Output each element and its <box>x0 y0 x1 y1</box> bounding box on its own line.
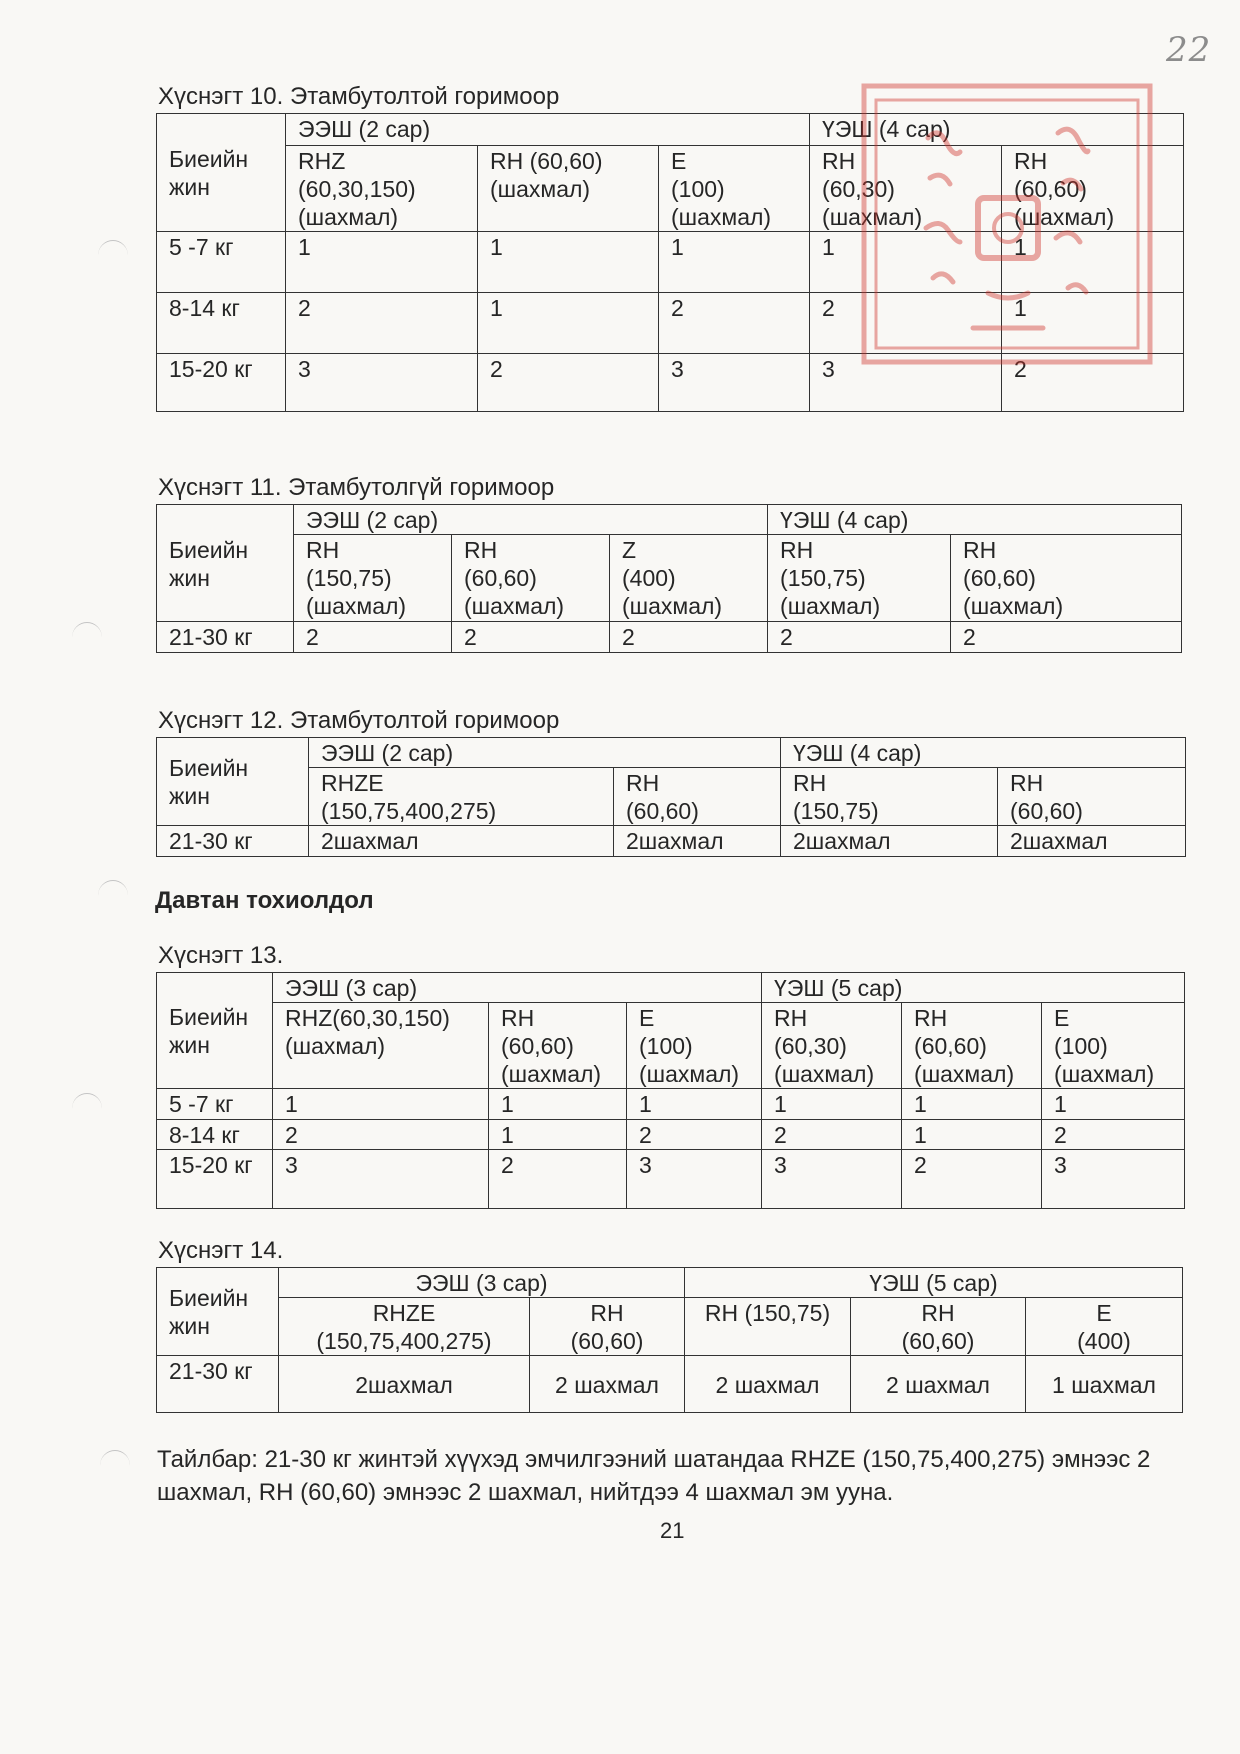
table12 <box>156 737 1186 857</box>
drug-header: E (100) (шахмал) <box>1042 1003 1185 1089</box>
phase-continuation-header: ҮЭШ (4 сар) <box>768 505 1182 535</box>
dose-cell: 3 <box>1042 1150 1185 1209</box>
punch-hole-mark <box>100 1450 130 1481</box>
phase-continuation-header: ҮЭШ (4 сар) <box>781 738 1186 768</box>
phase-intensive-header: ЭЭШ (2 сар) <box>294 505 768 535</box>
weight-cell: 8-14 кг <box>157 293 286 354</box>
weight-cell: 21-30 кг <box>157 1356 279 1413</box>
dose-cell: 2 <box>610 622 768 653</box>
weight-cell: 21-30 кг <box>157 826 309 857</box>
table14-caption: Хүснэгт 14. <box>158 1237 284 1264</box>
dose-cell: 1 <box>286 232 478 293</box>
dose-cell: 2 <box>951 622 1182 653</box>
dose-cell: 1 шахмал <box>1026 1356 1183 1413</box>
dose-cell: 2 <box>452 622 610 653</box>
dose-cell: 2 <box>286 293 478 354</box>
dose-cell: 2шахмал <box>998 826 1186 857</box>
table11 <box>156 504 1182 653</box>
dose-cell: 1 <box>659 232 810 293</box>
dose-cell: 2 шахмал <box>685 1356 851 1413</box>
dose-cell: 3 <box>273 1150 489 1209</box>
dose-cell: 3 <box>627 1150 762 1209</box>
drug-header: E (400) <box>1026 1298 1183 1356</box>
table10 <box>156 113 1184 412</box>
dose-cell: 3 <box>810 354 1002 412</box>
drug-header: E (100) (шахмал) <box>659 146 810 232</box>
weight-header: Биеийн жин <box>157 505 294 622</box>
dose-cell: 1 <box>902 1089 1042 1120</box>
dose-cell: 2 <box>627 1120 762 1150</box>
weight-cell: 5 -7 кг <box>157 1089 273 1120</box>
dose-cell: 1 <box>762 1089 902 1120</box>
drug-header: RH (60,30) (шахмал) <box>762 1003 902 1089</box>
weight-cell: 15-20 кг <box>157 354 286 412</box>
drug-header: RH (60,60) <box>614 768 781 826</box>
dose-cell: 2 <box>294 622 452 653</box>
dose-cell: 1 <box>902 1120 1042 1150</box>
page-number: 21 <box>660 1518 685 1543</box>
drug-header: Z (400) (шахмал) <box>610 535 768 622</box>
dose-cell: 2 шахмал <box>530 1356 685 1413</box>
table10-caption: Хүснэгт 10. Этамбутолтой горимоор <box>158 83 560 110</box>
handwritten-page-mark: 22 <box>1166 30 1212 70</box>
drug-header: RH (60,60) <box>998 768 1186 826</box>
punch-hole-mark <box>72 622 102 653</box>
dose-cell: 1 <box>810 232 1002 293</box>
weight-header: Биеийн жин <box>157 1268 279 1356</box>
dose-cell: 1 <box>478 293 659 354</box>
phase-continuation-header: ҮЭШ (4 сар) <box>810 114 1184 146</box>
dose-cell: 2 <box>1042 1120 1185 1150</box>
dose-cell: 2 <box>659 293 810 354</box>
weight-header: Биеийн жин <box>157 738 309 826</box>
punch-hole-mark <box>98 880 128 911</box>
drug-header: RHZ(60,30,150) (шахмал) <box>273 1003 489 1089</box>
drug-header: RHZE (150,75,400,275) <box>309 768 614 826</box>
drug-header: RH (150,75) (шахмал) <box>768 535 951 622</box>
dose-cell: 2шахмал <box>614 826 781 857</box>
drug-header: RH (150,75) <box>685 1298 851 1356</box>
table12-caption: Хүснэгт 12. Этамбутолтой горимоор <box>158 707 560 734</box>
drug-header: RHZ (60,30,150) (шахмал) <box>286 146 478 232</box>
drug-header: RH (60,60) (шахмал) <box>489 1003 627 1089</box>
weight-cell: 21-30 кг <box>157 622 294 653</box>
weight-header: Биеийн жин <box>157 114 286 232</box>
drug-header: RHZE (150,75,400,275) <box>279 1298 530 1356</box>
dose-cell: 3 <box>286 354 478 412</box>
drug-header: RH (150,75) (шахмал) <box>294 535 452 622</box>
dose-cell: 2шахмал <box>309 826 614 857</box>
punch-hole-mark <box>98 240 128 271</box>
drug-header: RH (60,60) (шахмал) <box>452 535 610 622</box>
weight-header: Биеийн жин <box>157 973 273 1089</box>
dose-cell: 2 <box>273 1120 489 1150</box>
table13 <box>156 972 1185 1209</box>
drug-header: RH (150,75) <box>781 768 998 826</box>
dose-cell: 1 <box>489 1089 627 1120</box>
phase-continuation-header: ҮЭШ (5 сар) <box>685 1268 1183 1298</box>
phase-intensive-header: ЭЭШ (2 сар) <box>309 738 781 768</box>
dose-cell: 2шахмал <box>279 1356 530 1413</box>
dose-cell: 1 <box>478 232 659 293</box>
drug-header: RH (60,60) <box>530 1298 685 1356</box>
table11-caption: Хүснэгт 11. Этамбутолгүй горимоор <box>158 474 555 501</box>
dose-cell: 2 <box>768 622 951 653</box>
weight-cell: 15-20 кг <box>157 1150 273 1209</box>
dose-cell: 2 <box>810 293 1002 354</box>
phase-continuation-header: ҮЭШ (5 сар) <box>762 973 1185 1003</box>
dose-cell: 1 <box>1002 232 1184 293</box>
table14 <box>156 1267 1183 1413</box>
dose-cell: 1 <box>1002 293 1184 354</box>
dose-cell: 2 <box>1002 354 1184 412</box>
dose-cell: 3 <box>762 1150 902 1209</box>
drug-header: RH (60,60) (шахмал) <box>1002 146 1184 232</box>
drug-header: RH (60,60) (шахмал) <box>951 535 1182 622</box>
phase-intensive-header: ЭЭШ (3 сар) <box>279 1268 685 1298</box>
dose-cell: 1 <box>273 1089 489 1120</box>
dose-cell: 1 <box>489 1120 627 1150</box>
phase-intensive-header: ЭЭШ (3 сар) <box>273 973 762 1003</box>
drug-header: RH (60,30) (шахмал) <box>810 146 1002 232</box>
punch-hole-mark <box>72 1093 102 1124</box>
weight-cell: 8-14 кг <box>157 1120 273 1150</box>
footnote: Тайлбар: 21-30 кг жинтэй хүүхэд эмчилгээний шатандаа RHZE (150,75,400,275) эмнээс 2 шахмал, RH (60,60) эмнээс 2 шахмал, нийтдээ 4 шахмал эм ууна. <box>157 1446 1151 1506</box>
drug-header: RH (60,60) <box>851 1298 1026 1356</box>
dose-cell: 2 <box>478 354 659 412</box>
table13-caption: Хүснэгт 13. <box>158 942 284 969</box>
dose-cell: 2 <box>762 1120 902 1150</box>
weight-cell: 5 -7 кг <box>157 232 286 293</box>
drug-header: RH (60,60) (шахмал) <box>902 1003 1042 1089</box>
dose-cell: 1 <box>1042 1089 1185 1120</box>
dose-cell: 2 <box>902 1150 1042 1209</box>
dose-cell: 1 <box>627 1089 762 1120</box>
dose-cell: 2 <box>489 1150 627 1209</box>
dose-cell: 3 <box>659 354 810 412</box>
drug-header: RH (60,60) (шахмал) <box>478 146 659 232</box>
drug-header: E (100) (шахмал) <box>627 1003 762 1089</box>
dose-cell: 2 шахмал <box>851 1356 1026 1413</box>
section-heading: Давтан тохиолдол <box>155 887 374 914</box>
phase-intensive-header: ЭЭШ (2 сар) <box>286 114 810 146</box>
dose-cell: 2шахмал <box>781 826 998 857</box>
